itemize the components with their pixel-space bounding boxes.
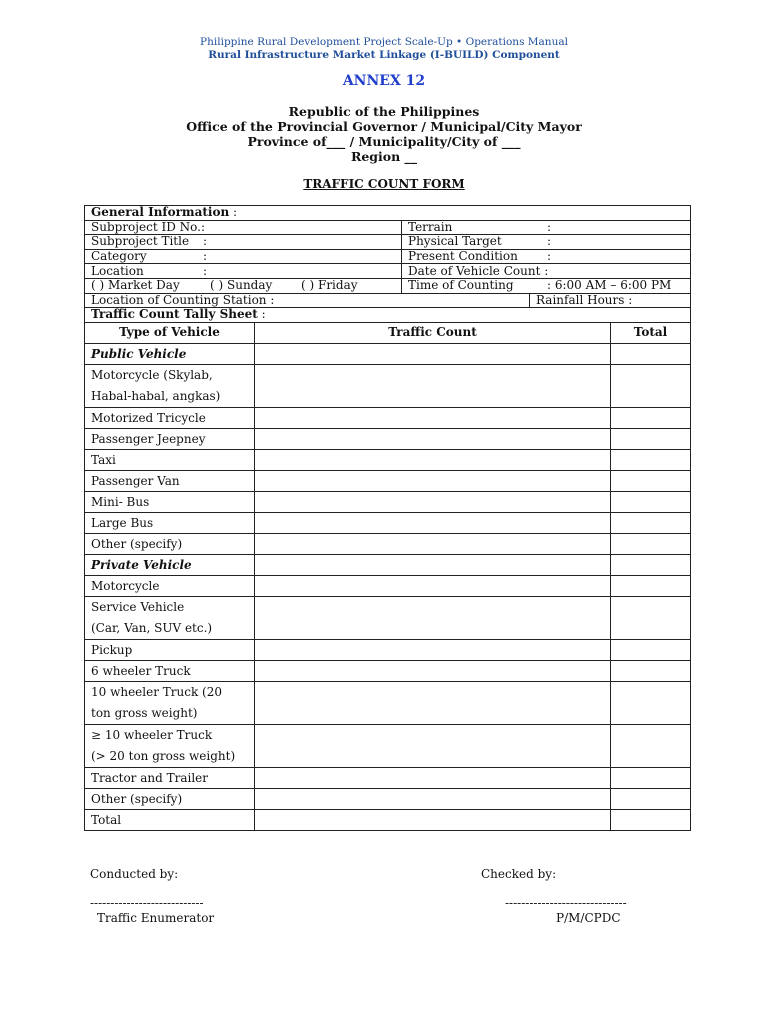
vehicle-type-label: Motorcycle (Skylab, Habal-habal, angkas) xyxy=(85,365,255,408)
section-heading: Public Vehicle xyxy=(85,344,255,365)
section-row xyxy=(85,344,691,365)
component-header-line: Rural Infrastructure Market Linkage (I-BUILD) Component xyxy=(208,49,560,61)
count-cell[interactable] xyxy=(255,640,611,661)
vehicle-type-label: Pickup xyxy=(85,640,255,661)
vehicle-row xyxy=(85,513,691,534)
count-cell[interactable] xyxy=(255,429,611,450)
general-information-table xyxy=(84,205,691,323)
total-cell[interactable] xyxy=(611,597,691,640)
vehicle-row xyxy=(85,597,691,640)
manual-header-line: Philippine Rural Development Project Scale-Up • Operations Manual xyxy=(200,36,568,48)
vehicle-row xyxy=(85,768,691,789)
counting-station-field[interactable]: Location of Counting Station : xyxy=(85,293,530,308)
general-info-heading: General Information : xyxy=(85,206,691,221)
total-cell[interactable] xyxy=(611,682,691,725)
vehicle-row xyxy=(85,450,691,471)
count-cell[interactable] xyxy=(255,365,611,408)
conducted-by-label: Conducted by: xyxy=(90,867,179,881)
friday-checkbox[interactable]: ( ) Friday xyxy=(301,278,358,293)
count-cell[interactable] xyxy=(255,597,611,640)
total-cell[interactable] xyxy=(611,661,691,682)
vehicle-row xyxy=(85,429,691,450)
region-line: Region __ xyxy=(350,149,418,164)
vehicle-row xyxy=(85,408,691,429)
annex-title: ANNEX 12 xyxy=(342,73,426,89)
vehicle-row xyxy=(85,789,691,810)
sunday-checkbox[interactable]: ( ) Sunday xyxy=(210,278,273,293)
traffic-count-header: Traffic Count xyxy=(255,323,611,344)
total-cell[interactable] xyxy=(611,576,691,597)
total-cell[interactable] xyxy=(611,555,691,576)
market-day-checkbox[interactable]: ( ) Market Day xyxy=(91,278,180,293)
vehicle-type-label: Passenger Jeepney xyxy=(85,429,255,450)
vehicle-row xyxy=(85,576,691,597)
vehicle-type-label: Mini- Bus xyxy=(85,492,255,513)
vehicle-row xyxy=(85,471,691,492)
vehicle-row xyxy=(85,640,691,661)
count-cell[interactable] xyxy=(255,682,611,725)
section-heading: Private Vehicle xyxy=(85,555,255,576)
category-field[interactable]: Category : xyxy=(85,249,402,264)
vehicle-type-label: Other (specify) xyxy=(85,789,255,810)
total-cell[interactable] xyxy=(611,429,691,450)
vehicle-type-label: Large Bus xyxy=(85,513,255,534)
total-label: Total xyxy=(85,810,255,831)
total-cell[interactable] xyxy=(611,640,691,661)
terrain-field[interactable]: Terrain : xyxy=(402,220,691,235)
count-cell[interactable] xyxy=(255,789,611,810)
date-of-count-field[interactable]: Date of Vehicle Count : xyxy=(402,264,691,279)
count-cell[interactable] xyxy=(255,661,611,682)
vehicle-type-label: 6 wheeler Truck xyxy=(85,661,255,682)
vehicle-row xyxy=(85,534,691,555)
vehicle-type-label: Taxi xyxy=(85,450,255,471)
traffic-enumerator-label: Traffic Enumerator xyxy=(97,911,215,925)
subproject-title-field[interactable]: Subproject Title : xyxy=(85,235,402,250)
count-cell[interactable] xyxy=(255,450,611,471)
total-cell[interactable] xyxy=(611,471,691,492)
vehicle-type-label: ≥ 10 wheeler Truck (> 20 ton gross weight) xyxy=(85,725,255,768)
total-cell[interactable] xyxy=(611,344,691,365)
subproject-id-field[interactable]: Subproject ID No.: xyxy=(85,220,402,235)
province-line: Province of___ / Municipality/City of ___ xyxy=(247,134,521,149)
count-cell[interactable] xyxy=(255,768,611,789)
location-field[interactable]: Location : xyxy=(85,264,402,279)
vehicle-type-label: Passenger Van xyxy=(85,471,255,492)
present-condition-field[interactable]: Present Condition : xyxy=(402,249,691,264)
total-cell[interactable] xyxy=(611,450,691,471)
tally-sheet-heading: Traffic Count Tally Sheet : xyxy=(85,308,691,323)
count-cell[interactable] xyxy=(255,555,611,576)
count-cell[interactable] xyxy=(255,725,611,768)
tally-sheet-table xyxy=(84,322,691,831)
count-cell[interactable] xyxy=(255,344,611,365)
pmcpdc-label: P/M/CPDC xyxy=(556,911,621,925)
pcdc-signature-line[interactable]: ------------------------------ xyxy=(505,896,627,910)
vehicle-type-label: Other (specify) xyxy=(85,534,255,555)
total-cell[interactable] xyxy=(611,534,691,555)
vehicle-type-label: Service Vehicle (Car, Van, SUV etc.) xyxy=(85,597,255,640)
republic-line: Republic of the Philippines xyxy=(288,104,480,119)
total-cell[interactable] xyxy=(611,725,691,768)
day-type-options[interactable] xyxy=(85,278,402,293)
total-cell[interactable] xyxy=(611,789,691,810)
form-title: TRAFFIC COUNT FORM xyxy=(303,177,465,191)
grand-count-cell[interactable] xyxy=(255,810,611,831)
total-cell[interactable] xyxy=(611,408,691,429)
vehicle-type-label: Motorcycle xyxy=(85,576,255,597)
total-row xyxy=(85,810,691,831)
vehicle-row xyxy=(85,492,691,513)
count-cell[interactable] xyxy=(255,534,611,555)
total-cell[interactable] xyxy=(611,365,691,408)
vehicle-type-label: 10 wheeler Truck (20 ton gross weight) xyxy=(85,682,255,725)
vehicle-type-label: Motorized Tricycle xyxy=(85,408,255,429)
total-cell[interactable] xyxy=(611,492,691,513)
count-cell[interactable] xyxy=(255,513,611,534)
count-cell[interactable] xyxy=(255,408,611,429)
checked-by-label: Checked by: xyxy=(481,867,557,881)
tally-header-row xyxy=(85,323,691,344)
count-cell[interactable] xyxy=(255,471,611,492)
time-of-counting-field: Time of Counting : 6:00 AM – 6:00 PM xyxy=(402,278,691,293)
type-of-vehicle-header: Type of Vehicle xyxy=(85,323,255,344)
rainfall-hours-field[interactable]: Rainfall Hours : xyxy=(530,293,691,308)
grand-total-cell[interactable] xyxy=(611,810,691,831)
count-cell[interactable] xyxy=(255,576,611,597)
vehicle-row xyxy=(85,725,691,768)
vehicle-row xyxy=(85,682,691,725)
enumerator-signature-line[interactable]: ---------------------------- xyxy=(90,896,204,910)
office-line: Office of the Provincial Governor / Municipal/City Mayor xyxy=(186,119,582,134)
vehicle-row xyxy=(85,365,691,408)
count-cell[interactable] xyxy=(255,492,611,513)
physical-target-field[interactable]: Physical Target : xyxy=(402,235,691,250)
total-header: Total xyxy=(611,323,691,344)
total-cell[interactable] xyxy=(611,513,691,534)
section-row xyxy=(85,555,691,576)
total-cell[interactable] xyxy=(611,768,691,789)
vehicle-row xyxy=(85,661,691,682)
vehicle-type-label: Tractor and Trailer xyxy=(85,768,255,789)
